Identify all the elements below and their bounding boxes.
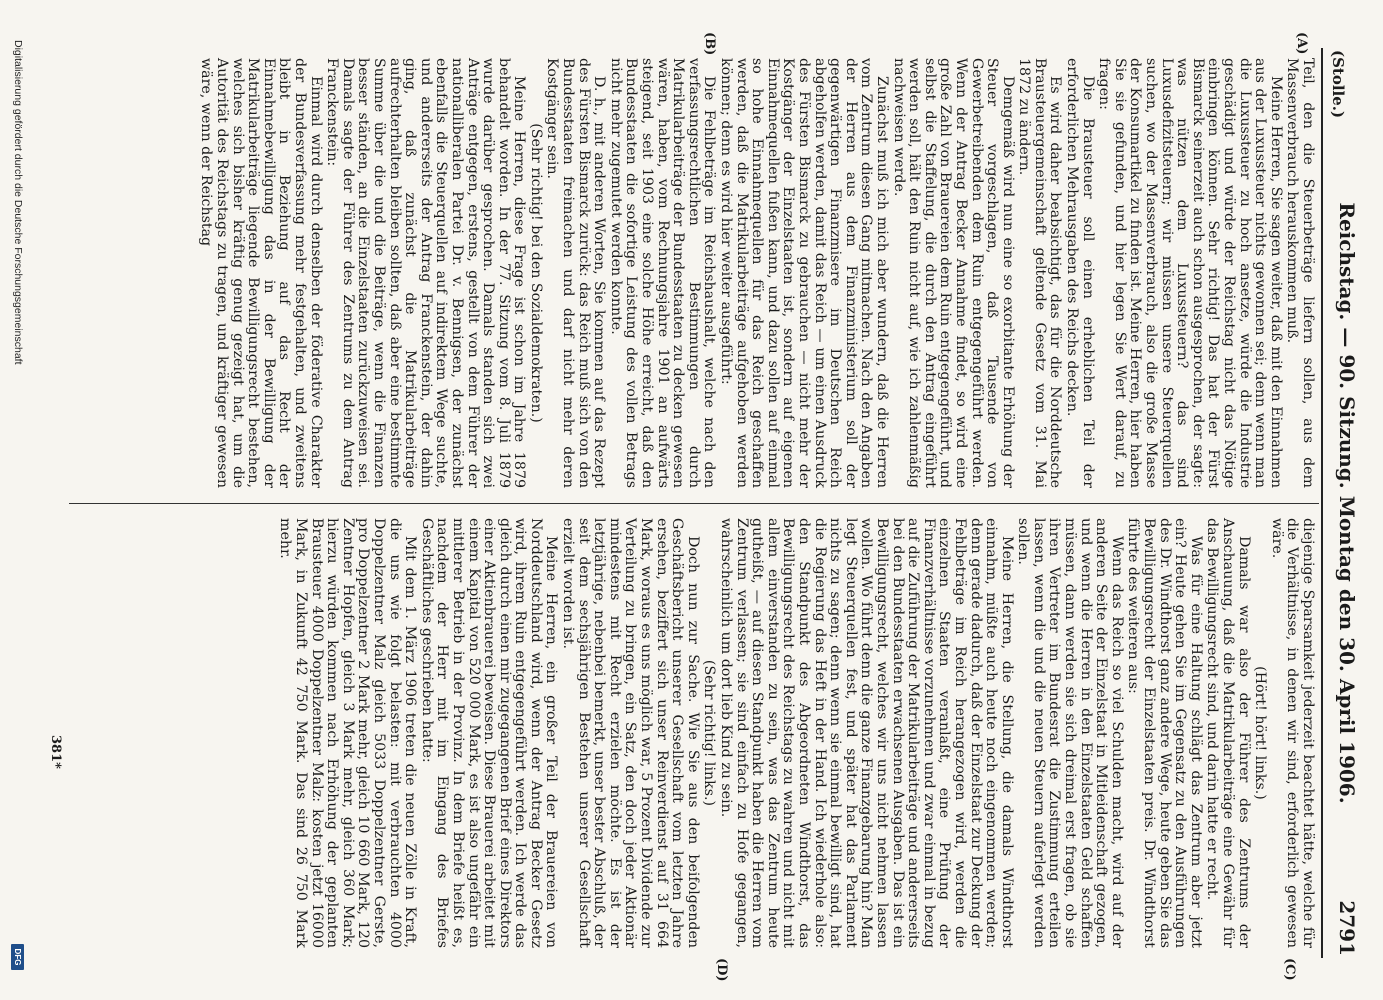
digitization-credit: Digitalisierung gefördert durch die Deutsche Forschungsgemeinschaft — [12, 40, 24, 365]
margin-letter-d: (D) — [714, 958, 729, 982]
right-column-paragraph: Meine Herren, die Stellung, die damals Windthorst einnahm, müßte auch heute noch eingenommen werden; denn gerade dadurch, daß der Einzelstaat zur Deckung der Fehlbeträge im Reich herangezogen wird, werden die einzelnen Staaten veranlaßt, eine Prüfung der Finanzverhältnisse vorzunehmen und zwar einmal in bezug auf die Zuführung der Matrikularbeiträge und andererseits bei den Bundesstaaten erwachsenen Ausgaben. Das ist ein Bewilligungsrecht, welches wir uns nicht nehmen lassen wollen. Wo führt denn die ganze Finanzgebarung hin? Man legt Steuerquellen fest, und später hat das Parlament nichts zu sagen; denn wenn sie einmal bewilligt sind, hat die Regierung das Heft in der Hand. Ich wiederhole also: den Standpunkt des Abgeordneten Windthorst, das Bewilligungsrecht des Reichstags zu wahren und nicht mit allem einverstanden zu sein, was das Zentrum heute gutheißt, — auf diesen Standpunkt haben die Herren vom Zentrum verlassen; sie sind einfach zu Hofe gegangen, wahrscheinlich um dort lieb Kind zu sein. — [718, 518, 1015, 948]
digitization-footer — [8, 40, 28, 970]
left-column-paragraph: D. h., mit anderen Worten, Sie kommen auf das Rezept des Fürsten Bismarck zurück: das Reich muß sich von den Bundesstaaten freimachen und darf nicht mehr deren Kostgänger sein. — [544, 58, 608, 488]
speaker-tag: (Stolle.) — [1329, 50, 1347, 119]
left-column-paragraph: Meine Herren, Sie sagen weiter, daß mit den Einnahmen aus der Luxussteuer nichts gewonnen sei; denn wenn man die Luxussteuer zu hoch ansetze, würde die Industrie geschädigt und würde der Reichstag nicht das Nötige einbringen können. Sehr richtig! Das hat der Fürst Bismarck seinerzeit auch schon ausgesprochen, der sagte: was nützen dem Luxussteuern? das sind Luxusdefizitsteuern; wir müssen unsere Steuerquellen suchen, wo der Massenverbrauch, also die große Masse der Konsumartikel zu finden ist. Meine Herren, hier haben Sie sie gefunden, und hier legen Sie Wert darauf, zu fragen: — [1096, 58, 1284, 488]
left-column — [60, 58, 1315, 488]
signature-mark: 381* — [48, 735, 63, 769]
right-column-paragraph: Was für eine Haltung schlägt das Zentrum aber jetzt ein? Heute gehen Sie im Gegensatz zu den Ausführungen des Dr. Windthorst ganz andere Wege, heute geben Sie das Bewilligungsrecht der Einzelstaaten preis. Dr. Windthorst führte des weiteren aus: — [1125, 518, 1204, 948]
margin-letter-a: (A) — [1294, 32, 1309, 55]
right-column-paragraph: Damals war also der Führer des Zentrums der Anschauung, daß die Matrikularbeiträge eine Gewähr für das Bewilligungsrecht sind, und darin hatte er recht. — [1204, 518, 1252, 948]
dfg-logo-icon: DFG — [12, 944, 25, 970]
right-column-paragraph: Doch nun zur Sache. Wie Sie aus den beifolgenden Geschäftsbericht unserer Gesellschaft vom letzten Jahre ersehen, beziffert sich unser Reinverdienst auf 31 664 Mark, woraus es uns möglich war, 5 Prozent Dividende zur Verteilung zu bringen, ein Satz, den doch jeder Aktionär mindestens mit Recht erzielen möchte. Es ist der letztjährige, nebenbei bemerkt, unser bester Abschluß, der seit dem sechsjährigen Bestehen unserer Gesellschaft erzielt worden ist. — [560, 518, 701, 948]
left-column-paragraph: Die Fehlbeträge im Reichshaushalt, welche nach den verfassungsrechtlichen Bestimmungen durch Matrikularbeiträge der Bundesstaaten zu decken gewesen wären, haben, vom Rechnungsjahre 1901 an aufwärts steigend, seit 1903 eine solche Höhe erreicht, daß den Bundesstaaten die sofortige Leistung des vollen Betrags nicht mehr zugemutet werden konnte. — [607, 58, 718, 488]
margin-letter-c: (C) — [1282, 958, 1297, 981]
margin-letter-b: (B) — [702, 32, 717, 56]
column-divider — [69, 503, 1319, 504]
header-rule — [1321, 48, 1323, 958]
right-column-paragraph: diejenige Sparsamkeit jederzeit beachtet hätte, welche für die Verhältnisse, in denen wir sind, erforderlich gewesen wäre. — [1268, 518, 1316, 948]
left-column-paragraph: (Sehr richtig! bei den Sozialdemokraten.) — [527, 123, 544, 423]
left-column-paragraph: Demgemäß wird nun eine so exorbitante Erhöhung der Steuer vorgeschlagen, daß Tausende von Gewerbetreibenden dem Ruin entgegengeführt werden. Wenn der Antrag Becker Annahme findet, so wird eine große Zahl von Brauereien dem Ruin entgegengeführt, und selbst die Staffelung, die durch den Antrag eingeführt werden soll, hält den Ruin nicht auf, wie ich zahlenmäßig nachweisen werde. — [890, 58, 1016, 488]
left-column-paragraph: Einmal wird durch denselben der föderative Charakter der Bundesverfassung mehr festgehalten, und zweitens bleibt in Beziehung auf das Recht der Einnahmebewilligung das in der Bewilligung der Matrikularbeiträge liegende Bewilligungsrecht bestehen, welches sich bisher kräftig genug gezeigt hat, um die Autorität des Reichstags zu tragen, und kräftiger gewesen wäre, wenn der Reichstag — [198, 58, 324, 488]
left-column-paragraph: Meine Herren, diese Frage ist schon im Jahre 1879 behandelt worden. In der 77. Sitzung vom 8. Juli 1879 wurde darüber gesprochen. Damals standen sich zwei Anträge entgegen, erstens, gestellt von dem Führer der nationalliberalen Partei Dr. v. Bennigsen, der zunächst ebenfalls die Steuerquellen auf indirektem Wege suchte, und andererseits der Antrag Franckenstein, der dahin ging, daß zunächst die Matrikularbeiträge aufrechterhalten bleiben sollten, daß aber eine bestimmte Summe über die und die Beiträge, wenn die Finanzen besser ständen, an die Einzelstaaten zurückzuweisen sei. Damals sagte der Führer des Zentrums zu dem Antrag Franckenstein: — [324, 58, 528, 488]
right-column-paragraph: Wenn das Reich so viel Schulden macht, wird auf der anderen Seite der Einzelstaat in Mitleidenschaft gezogen, und wenn die Herren in den Einzelstaaten Geld schaffen müssen, dann werden sie sich dreimal erst fragen, ob sie ihren Vertreter im Bundesrat die Zustimmung erteilen lassen, wenn die und die neuen Steuern auferlegt werden sollen. — [1015, 518, 1125, 948]
left-column-paragraph: Zunächst muß ich mich aber wundern, daß die Herren vom Zentrum diesen Gang mitmachen. Nach den Angaben der Herren aus dem Finanzministerium soll der gegenwärtigen Finanzmisere im Deutschen Reich abgeholfen werden, damit das Reich — um einen Ausdruck des Fürsten Bismarck zu gebrauchen — nicht mehr der Kostgänger der Einzelstaaten ist, sondern auf eigenen Einnahmequellen fußen kann, und dazu sollen auf einmal so hohe Einnahmequellen für das Reich geschaffen werden, daß die Matrikularbeiträge aufgehoben werden können; denn es wird hier weiter ausgeführt: — [718, 58, 890, 488]
page-number: 2791 — [1335, 900, 1359, 956]
page-header — [1327, 48, 1361, 958]
left-column-paragraph: Teil, den die Steuerbeträge liefern sollen, aus dem Massenverbrauch herauskommen muß. — [1284, 58, 1316, 488]
right-column-paragraph: Meine Herren, ein großer Teil der Brauereien von Norddeutschland wird, wenn der Antrag Becker Gesetz wird, ihrem Ruin entgegengeführt werden. Ich werde das gleich durch einen mir zugegangenen Brief eines Direktors einer Aktienbrauerei beweisen. Diese Brauerei arbeitet mit einem Kapital von 520 000 Mark, es ist also ungefähr ein mittlerer Betrieb in der Provinz. In dem Briefe heißt es, nachdem der Herr mit im Eingang des Briefes Geschäftliches geschrieben hatte: — [418, 518, 560, 948]
right-column-paragraph: Mit dem 1. März 1906 treten die neuen Zölle in Kraft, die uns wie folgt belasten: mit verbrauchten 4000 Doppelzentner Malz gleich 5033 Doppelzentner Gerste, pro Doppelzentner 2 Mark mehr, gleich 10 660 Mark, 120 Zentner Hopfen, gleich 3 Mark mehr, gleich 360 Mark; hierzu würden kommen nach Erhöhung der geplanten Brausteuer 4000 Doppelzentner Malz: kosten jetzt 16000 Mark, in Zukunft 42 750 Mark. Das sind 26 750 Mark mehr. — [277, 518, 419, 948]
left-column-paragraph: Die Brausteuer soll einen erheblichen Teil der erforderlichen Mehrausgaben des Reichs decken. — [1064, 58, 1096, 488]
right-column — [277, 518, 1316, 948]
right-column-paragraph: (Sehr richtig! links.) — [701, 659, 718, 807]
left-column-paragraph: Es wird daher beabsichtigt, das für die Norddeutsche Brausteuergemeinschaft geltende Gesetz vom 31. Mai 1872 zu ändern. — [1016, 58, 1064, 488]
right-column-paragraph: (Hört! hört! links.) — [1252, 666, 1269, 800]
session-title: Reichstag. — 90. Sitzung. Montag den 30. April 1906. — [1335, 202, 1359, 804]
